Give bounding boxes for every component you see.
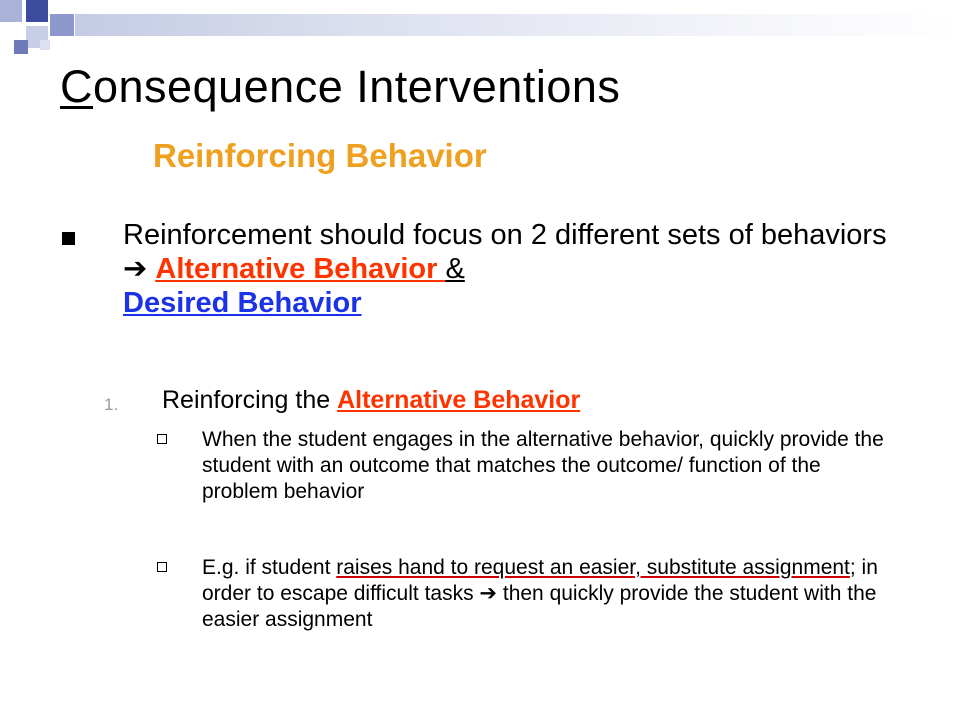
title-first-letter: C <box>60 61 93 112</box>
deco-square <box>50 14 74 36</box>
deco-square <box>26 0 48 22</box>
title-rest: onsequence Interventions <box>93 61 621 112</box>
sub-bullet-text: When the student engages in the alternative behavior, quickly provide the student with an outcome that matches the outcome/ function of the problem behavior <box>202 428 884 503</box>
deco-square <box>14 40 28 54</box>
alternative-behavior-link[interactable] <box>155 253 464 285</box>
decorative-squares-header <box>0 0 960 60</box>
main-bullet-text <box>123 218 892 320</box>
slide-subtitle: Reinforcing Behavior <box>153 137 487 174</box>
ampersand: & <box>445 253 465 285</box>
sub-bullet-text <box>202 555 897 633</box>
alternative-behavior-link-text[interactable]: Alternative Behavior <box>155 253 446 285</box>
arrow-icon: ➔ <box>123 253 148 285</box>
desired-behavior-link[interactable]: Desired Behavior <box>123 287 362 319</box>
alternative-behavior-link-2[interactable]: Alternative Behavior <box>337 386 581 414</box>
hollow-square-bullet-icon <box>157 562 167 572</box>
example-middle: ; in order to escape difficult tasks <box>202 556 878 605</box>
deco-square <box>0 0 22 22</box>
example-suffix: then quickly provide the student with the easier assignment <box>202 582 877 631</box>
example-underlined: raises hand to request an easier, substitute assignment <box>336 556 850 579</box>
square-bullet-icon <box>62 232 75 245</box>
item-number: 1. <box>104 395 119 414</box>
hollow-square-bullet-icon <box>157 434 167 444</box>
example-prefix: E.g. if student <box>202 556 337 579</box>
main-bullet <box>62 218 892 320</box>
numbered-item-text <box>162 386 580 415</box>
deco-square <box>40 40 50 50</box>
sub-bullet <box>157 427 897 505</box>
sub-bullet <box>157 555 897 633</box>
header-gradient-bar <box>75 14 960 36</box>
numbered-item-lead: Reinforcing the <box>162 386 338 414</box>
main-bullet-lead: Reinforcement should focus on 2 different sets of behaviors <box>123 219 887 251</box>
slide-title <box>60 62 620 112</box>
arrow-icon: ➔ <box>479 582 498 605</box>
